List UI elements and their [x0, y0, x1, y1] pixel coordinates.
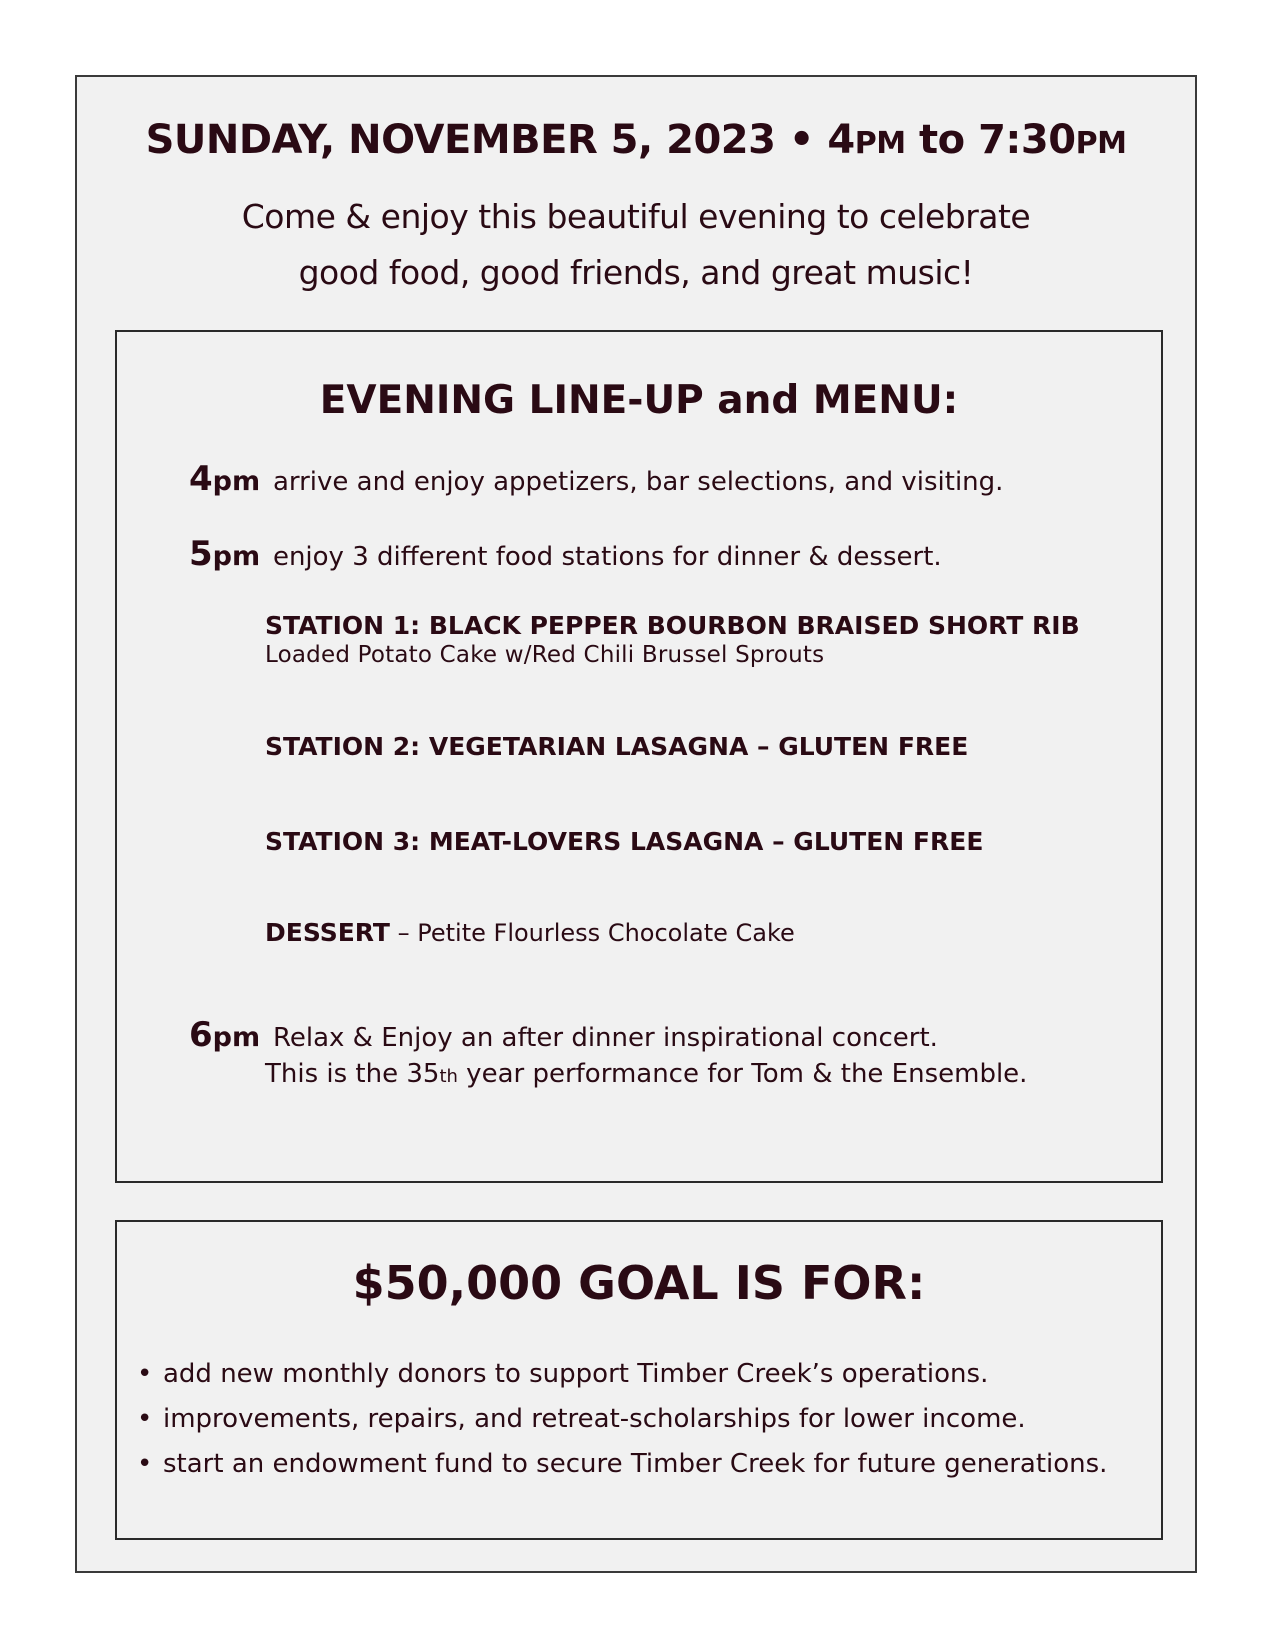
time-label: 6pm [189, 1015, 261, 1055]
time-description: arrive and enjoy appetizers, bar selections, and visiting. [272, 467, 1004, 497]
start-time: 4PM [827, 117, 906, 163]
intro-line-2: good food, good friends, and great music! [298, 253, 974, 292]
to-text: to [919, 117, 965, 163]
time-label: 4pm [189, 459, 261, 499]
dessert-description: – Petite Flourless Chocolate Cake [389, 919, 795, 947]
concert-detail: This is the 35th year performance for Tom & the Ensemble. [265, 1059, 1028, 1089]
separator-dot: • [788, 117, 814, 163]
lineup-title: EVENING LINE-UP and MENU: [319, 378, 959, 423]
time-description: enjoy 3 different food stations for dinner & dessert. [272, 542, 942, 572]
lineup-item-5pm [189, 534, 942, 574]
dessert-item [265, 918, 795, 947]
goal-box [115, 1220, 1163, 1540]
station-2 [265, 732, 968, 761]
end-time: 7:30PM [978, 117, 1127, 163]
event-date-time-heading [77, 117, 1195, 163]
lineup-item-4pm [189, 459, 1003, 499]
list-item: • add new monthly donors to support Timber Creek’s operations. [137, 1352, 1107, 1397]
station-subtitle: Loaded Potato Cake w/Red Chili Brussel Sprouts [265, 642, 825, 668]
dessert-label: DESSERT [265, 918, 390, 947]
goal-title: $50,000 GOAL IS FOR: [352, 1256, 926, 1310]
bullet-icon: • [137, 1449, 153, 1479]
list-item: • start an endowment fund to secure Timber Creek for future generations. [137, 1442, 1107, 1487]
station-title: STATION 2: VEGETARIAN LASAGNA – GLUTEN FREE [265, 732, 969, 761]
bullet-icon: • [137, 1359, 153, 1389]
station-3 [265, 827, 983, 856]
lineup-menu-box [115, 330, 1163, 1183]
intro-text [77, 189, 1195, 301]
flyer-panel [75, 75, 1197, 1573]
list-item: • improvements, repairs, and retreat-scholarships for lower income. [137, 1397, 1107, 1442]
event-date: SUNDAY, NOVEMBER 5, 2023 [145, 117, 776, 163]
lineup-item-6pm [189, 1015, 938, 1055]
station-title: STATION 1: BLACK PEPPER BOURBON BRAISED SHORT RIB [265, 611, 1080, 640]
bullet-icon: • [137, 1404, 153, 1434]
time-description: Relax & Enjoy an after dinner inspirational concert. [272, 1023, 938, 1053]
time-label: 5pm [189, 534, 261, 574]
station-1 [265, 611, 1080, 668]
goal-list [137, 1352, 1107, 1487]
intro-line-1: Come & enjoy this beautiful evening to celebrate [241, 197, 1031, 236]
station-title: STATION 3: MEAT-LOVERS LASAGNA – GLUTEN FREE [265, 827, 984, 856]
